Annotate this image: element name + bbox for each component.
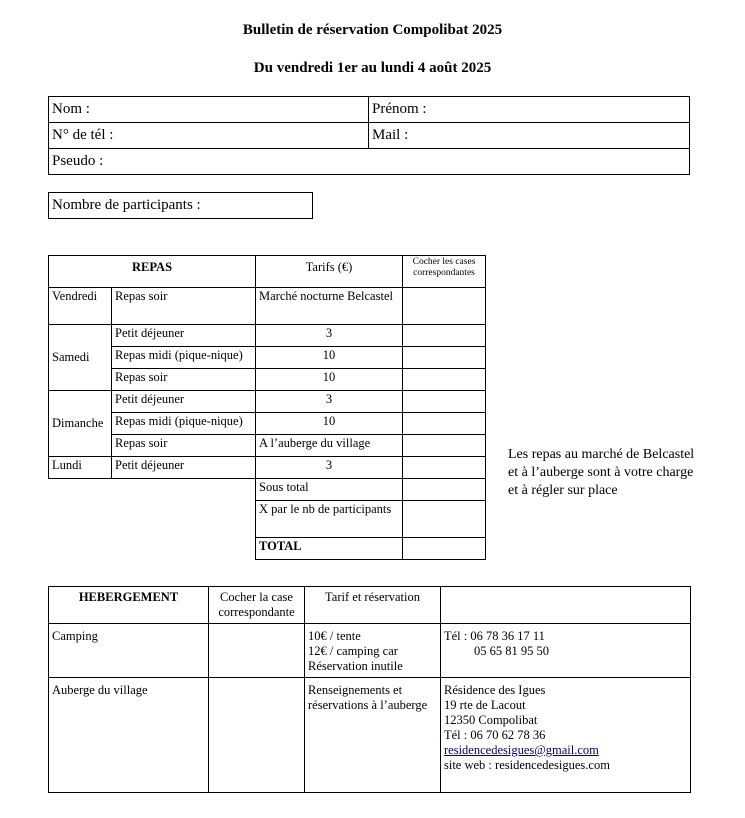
identity-table [48,96,690,175]
sous-total-cell[interactable] [403,479,486,501]
meal-checkbox[interactable] [403,413,486,435]
total-cell[interactable] [403,538,486,560]
meal-price: 10 [256,347,403,369]
camping-tarif [305,624,441,678]
meal-label: Repas midi (pique-nique) [112,413,256,435]
header-cocher-case: Cocher la case correspondante [209,587,305,624]
meal-price: 3 [256,457,403,479]
tarif-line: 10€ / tente [308,629,361,643]
meal-price: A l’auberge du village [256,435,403,457]
meal-label: Petit déjeuner [112,457,256,479]
auberge-contact [441,678,691,793]
header-tarif-reservation: Tarif et réservation [305,587,441,624]
total-label: TOTAL [256,538,403,560]
day-vendredi: Vendredi [49,288,112,325]
nom-field[interactable]: Nom : [49,97,369,123]
auberge-label: Auberge du village [49,678,209,793]
participants-field[interactable]: Nombre de participants : [49,193,313,219]
tarif-line: 12€ / camping car [308,644,398,658]
address-line: 19 rte de Lacout [444,698,526,712]
meal-label: Repas midi (pique-nique) [112,347,256,369]
meal-price: 3 [256,391,403,413]
meal-label: Petit déjeuner [112,325,256,347]
meal-checkbox[interactable] [403,325,486,347]
meal-label: Petit déjeuner [112,391,256,413]
tel-field[interactable]: N° de tél : [49,123,369,149]
header-contact [441,587,691,624]
day-dimanche: Dimanche [49,391,112,457]
x-participants-cell[interactable] [403,501,486,538]
meal-checkbox[interactable] [403,288,486,325]
address-line: 12350 Compolibat [444,713,538,727]
lodging-table [48,586,691,793]
meal-price: 3 [256,325,403,347]
header-tarifs: Tarifs (€) [256,256,403,288]
address-line: Résidence des Igues [444,683,546,697]
meals-table [48,255,486,560]
phone-line: 05 65 81 95 50 [474,644,549,658]
meal-price: 10 [256,413,403,435]
prenom-field[interactable]: Prénom : [369,97,690,123]
meal-checkbox[interactable] [403,347,486,369]
meal-label: Repas soir [112,435,256,457]
day-samedi: Samedi [49,325,112,391]
day-lundi: Lundi [49,457,112,479]
camping-label: Camping [49,624,209,678]
meal-checkbox[interactable] [403,435,486,457]
camping-checkbox[interactable] [209,624,305,678]
mail-field[interactable]: Mail : [369,123,690,149]
email-link[interactable]: residencedesigues@gmail.com [444,743,599,757]
camping-contact [441,624,691,678]
header-cocher: Cocher les cases correspondantes [403,256,486,288]
tarif-line: Réservation inutile [308,659,403,673]
meal-checkbox[interactable] [403,369,486,391]
sous-total-label: Sous total [256,479,403,501]
auberge-checkbox[interactable] [209,678,305,793]
page-title: Bulletin de réservation Compolibat 2025 [242,22,503,38]
meal-label: Repas soir [112,369,256,391]
participants-table [48,192,313,219]
meals-note [508,446,744,500]
meal-checkbox[interactable] [403,457,486,479]
x-participants-label: X par le nb de participants [256,501,403,538]
meal-price: Marché nocturne Belcastel [256,288,403,325]
page-subtitle: Du vendredi 1er au lundi 4 août 2025 [253,60,492,76]
website-line: site web : residencedesigues.com [444,758,610,772]
phone-line: Tél : 06 78 36 17 11 [444,629,545,643]
meal-label: Repas soir [112,288,256,325]
note-line: et à l’auberge sont à votre charge [508,465,694,480]
header-repas: REPAS [49,256,256,288]
note-line: et à régler sur place [508,483,618,498]
note-line: Les repas au marché de Belcastel [508,447,695,462]
phone-line: Tél : 06 70 62 78 36 [444,728,546,742]
pseudo-field[interactable]: Pseudo : [49,149,690,175]
header-hebergement: HEBERGEMENT [49,587,209,624]
auberge-tarif: Renseignements et réservations à l’auberge [305,678,441,793]
meal-checkbox[interactable] [403,391,486,413]
meal-price: 10 [256,369,403,391]
